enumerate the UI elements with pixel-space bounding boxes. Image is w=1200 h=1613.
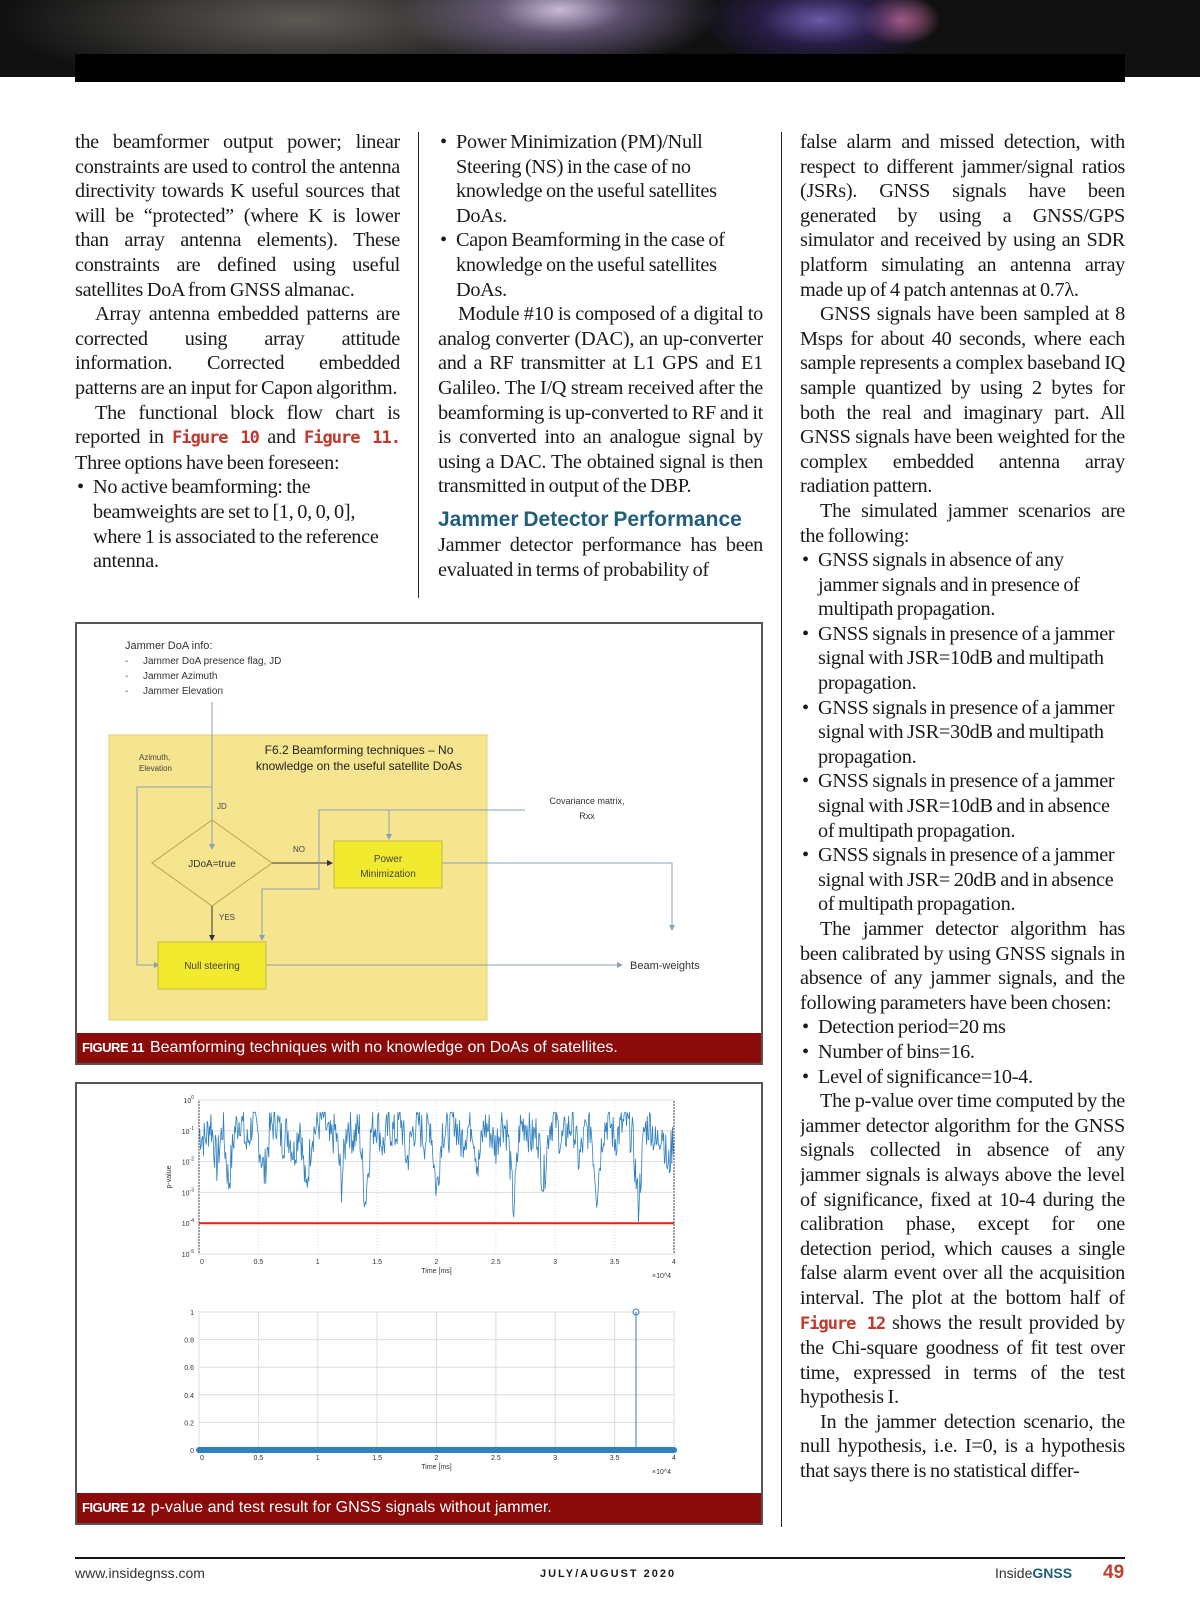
power-label: Power [373,854,403,865]
block-title: F6.2 Beamforming techniques – No [264,743,454,757]
x-tick-label: 2 [434,1455,439,1462]
x-multiplier: ×10^4 [652,1273,672,1280]
x-axis-label: Time [ms] [421,1464,452,1471]
null-steering-label: Null steering [184,961,240,972]
x-tick-label: 4 [672,1455,676,1462]
list-item: • Power Minimization (PM)/Null Steering (NS) in the case of no knowledge on the useful satellites DoAs. [438,130,763,228]
elevation-label: Elevation [139,764,172,773]
jammer-info-item: Jammer Azimuth [143,671,218,682]
y-tick-label: $10^{-4}$ [181,1218,194,1229]
figure-11 [75,622,763,1065]
power-label: Minimization [360,869,416,880]
x-tick-label: 2.5 [491,1259,501,1266]
list-item: • No active beamforming: the beamweights are set to [1, 0, 0, 0], where 1 is associated to the reference antenna. [75,475,400,573]
azimuth-label: Azimuth, [139,753,171,762]
x-tick-label: 2 [434,1259,439,1266]
x-tick-label: 4 [672,1259,676,1266]
jammer-info-item: Jammer Elevation [143,686,224,697]
no-label: NO [293,845,305,854]
jammer-info-item: Jammer DoA presence flag, JD [143,656,282,667]
column-1 [75,130,400,574]
paragraph: The p-value over time computed by the jammer detector algorithm for the GNSS signals collected in absence of any jammer signals is always above the level of significance, fixed at 10-4 during the calibration phase, except for one detection period, which causes a single false alarm event over all the acquisition interval. The plot at the bottom half of Figure 12 shows the result provided by the Chi-square goodness of fit test over time, expressed in terms of the test hypothesis I. [800,1090,1125,1409]
y-axis-label: p-value [166,1165,173,1189]
x-tick-label: 1.5 [372,1455,382,1462]
x-tick-label: 3.5 [609,1259,620,1266]
paragraph: The jammer detector algorithm has been calibrated by using GNSS signals in absence of any jammer signals, and the following parameters have been chosen: [800,918,1125,1014]
x-tick-label: 0.5 [253,1259,264,1266]
paragraph: The functional block flow chart is reported in Figure 10 and Figure 11. Three options have been foreseen: [75,401,400,474]
section-heading: Jammer Detector Performance [438,507,742,531]
paragraph: GNSS signals have been sampled at 8 Msps for about 40 seconds, where each sample represents a complex baseband IQ sample quantized by using 2 bytes for both the real and imaginary part. All GNSS signals have been weighted for the complex embedded antenna array radiation pattern. [800,303,1125,498]
y-tick-label: $10^0$ [183,1095,194,1105]
column-divider [781,132,782,1527]
list-item: • Capon Beamforming in the case of knowledge on the useful satellites DoAs. [438,228,763,302]
column-3 [800,130,1125,1484]
list-item: • GNSS signals in presence of a jammer signal with JSR= 20dB and in absence of multipath propagation. [800,843,1125,917]
figure-12 [75,1082,763,1525]
paragraph: Array antenna embedded patterns are corrected using array attitude information. Corrected embedded patterns are an input for Capon algorithm. [75,303,400,399]
y-tick-label: $10^{-2}$ [181,1156,194,1167]
x-tick-label: 2.5 [491,1455,501,1462]
x-tick-label: 0 [200,1455,204,1462]
list-item: • GNSS signals in absence of any jammer signals and in presence of multipath propagation. [800,548,1125,622]
page-number: 49 [1103,1562,1125,1583]
figure-label: FIGURE 11 [82,1040,144,1055]
x-tick-label: 0.5 [253,1455,264,1462]
p-value-charts [77,1084,761,1494]
y-tick-label: $10^{-3}$ [181,1187,194,1198]
x-tick-label: 3 [553,1259,558,1266]
x-tick-label: 3.5 [609,1455,620,1462]
y-tick-label: 0.8 [184,1337,194,1345]
list-item: • GNSS signals in presence of a jammer signal with JSR=10dB and in absence of multipath propagation. [800,769,1125,843]
list-dash: - [125,656,129,667]
list-dash: - [125,671,129,682]
footer-brand: InsideGNSS [995,1565,1073,1581]
x-multiplier: ×10^4 [652,1469,672,1476]
list-item: • GNSS signals in presence of a jammer signal with JSR=30dB and multipath propagation. [800,696,1125,770]
footer-rule [75,1557,1125,1559]
y-tick-label: 0.6 [184,1365,194,1373]
paragraph: The simulated jammer scenarios are the following: [800,499,1125,547]
list-item: • Number of bins=16. [800,1040,1125,1065]
list-item: • Level of significance=10-4. [800,1065,1125,1090]
list-item: • GNSS signals in presence of a jammer signal with JSR=10dB and multipath propagation. [800,622,1125,696]
covariance-label: Rxx [579,811,595,821]
list-item: • Detection period=20 ms [800,1015,1125,1040]
block-title: knowledge on the useful satellite DoAs [255,759,463,773]
column-divider [418,132,419,598]
list-dash: - [125,686,129,697]
figure-label: FIGURE 12 [82,1500,145,1515]
figure-12-link[interactable]: Figure 12 [800,1313,886,1334]
x-tick-label: 0 [200,1259,204,1266]
y-tick-label: 0.2 [184,1420,194,1428]
paragraph: In the jammer detection scenario, the null hypothesis, i.e. I=0, is a hypothesis that says there is no statistical differ- [800,1410,1125,1483]
caption-text: Beamforming techniques with no knowledge on DoAs of satellites. [149,1039,618,1056]
y-tick-label: 1 [190,1310,194,1317]
x-tick-label: 1.5 [372,1259,382,1266]
footer-issue: JULY/AUGUST 2020 [540,1568,677,1580]
paragraph: the beamformer output power; linear constraints are used to control the antenna directivity towards K useful sources that will be “protected” (where K is lower than array antenna elements). These constraints are defined using useful satellites DoA from GNSS almanac. [75,131,400,301]
covariance-label: Covariance matrix, [549,796,625,806]
jammer-info-title: Jammer DoA info: [125,640,213,652]
decision-label: JDoA=true [188,859,236,870]
x-tick-label: 1 [315,1455,320,1462]
jd-label: JD [217,802,227,811]
y-tick-label: $10^{-1}$ [181,1125,194,1136]
caption-text: p-value and test result for GNSS signals without jammer. [150,1499,552,1516]
x-tick-label: 1 [315,1259,320,1266]
figure-11-link[interactable]: Figure 11. [304,428,400,449]
paragraph: false alarm and missed detection, with respect to different jammer/signal ratios (JSRs). GNSS signals have been generated by using a GNSS/GPS simulator and received by using an SDR platform simulating an antenna array made up of 4 patch antennas at 0.7λ. [800,131,1125,301]
y-tick-label: 0 [190,1448,194,1455]
y-tick-label: 0.4 [184,1392,194,1400]
paragraph: Module #10 is composed of a digital to analog converter (DAC), an up-converter and a RF transmitter at L1 GPS and E1 Galileo. The I/Q stream received after the beamforming is up-converted to RF and it is converted into an analogue signal by using a DAC. The obtained signal is then transmitted in output of the DBP. [438,303,763,498]
figure-10-link[interactable]: Figure 10 [172,428,259,449]
column-2 [438,130,763,582]
figure-caption [77,1493,761,1523]
footer-url[interactable]: www.insidegnss.com [75,1565,205,1581]
x-tick-label: 3 [553,1455,558,1462]
beam-weights-label: Beam-weights [630,960,700,972]
paragraph: Jammer detector performance has been evaluated in terms of probability of [438,533,763,581]
y-tick-label: $10^{-5}$ [181,1249,194,1259]
yes-label: YES [219,913,236,922]
flowchart-diagram [77,624,761,1034]
figure-caption [77,1033,761,1063]
header-bar [75,54,1125,82]
x-axis-label: Time [ms] [421,1268,452,1275]
